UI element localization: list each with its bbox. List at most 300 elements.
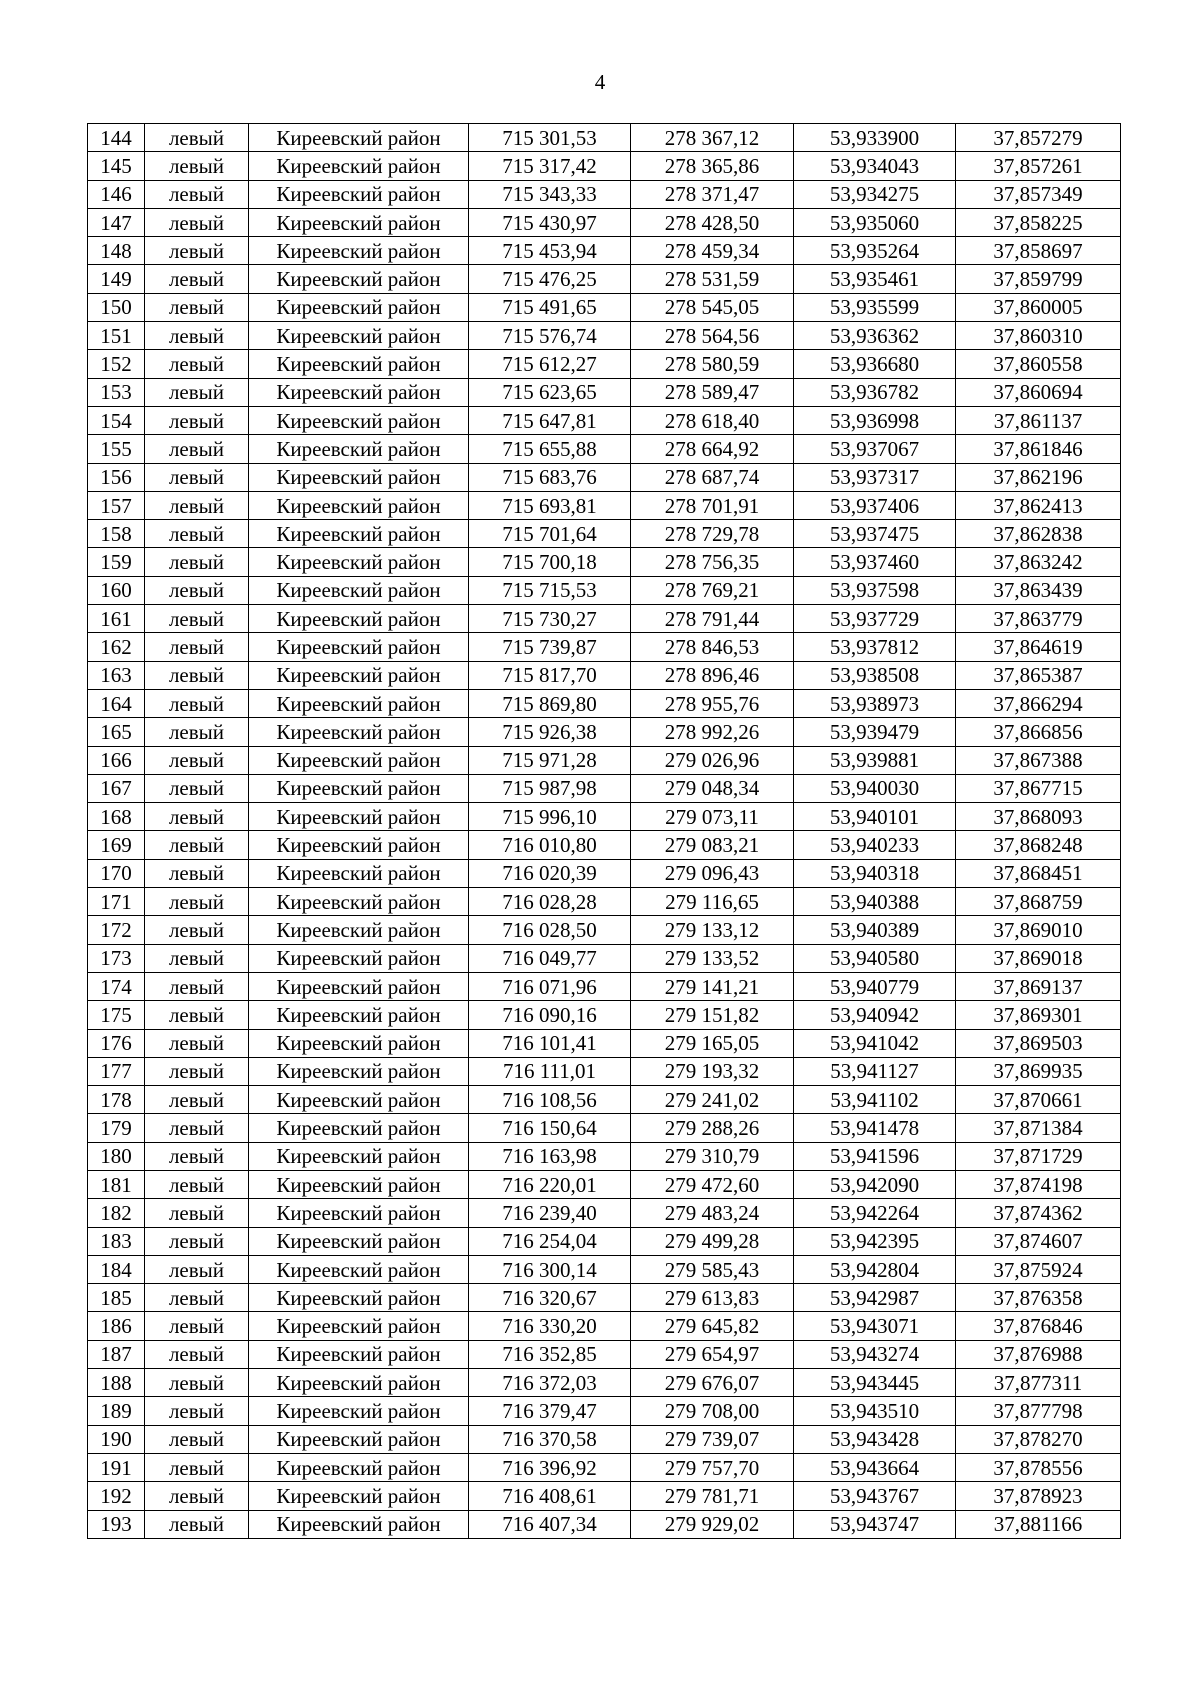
point-number-cell: 159: [88, 548, 145, 576]
y-coordinate-cell: 279 151,82: [631, 1001, 794, 1029]
table-row: [88, 605, 1121, 633]
bank-side-cell: левый: [145, 859, 249, 887]
point-number-cell: 191: [88, 1453, 145, 1481]
table-row: [88, 322, 1121, 350]
x-coordinate-cell: 715 701,64: [469, 520, 631, 548]
x-coordinate-cell: 716 049,77: [469, 944, 631, 972]
point-number-cell: 156: [88, 463, 145, 491]
latitude-cell: 53,942090: [794, 1170, 956, 1198]
table-row: [88, 944, 1121, 972]
longitude-cell: 37,869935: [956, 1057, 1121, 1085]
bank-side-cell: левый: [145, 633, 249, 661]
bank-side-cell: левый: [145, 1453, 249, 1481]
bank-side-cell: левый: [145, 463, 249, 491]
table-row: [88, 1170, 1121, 1198]
point-number-cell: 160: [88, 576, 145, 604]
table-row: [88, 124, 1121, 152]
point-number-cell: 192: [88, 1482, 145, 1510]
point-number-cell: 166: [88, 746, 145, 774]
district-cell: Киреевский район: [249, 406, 469, 434]
point-number-cell: 193: [88, 1510, 145, 1538]
y-coordinate-cell: 279 472,60: [631, 1170, 794, 1198]
point-number-cell: 163: [88, 661, 145, 689]
latitude-cell: 53,943274: [794, 1340, 956, 1368]
y-coordinate-cell: 278 955,76: [631, 689, 794, 717]
table-row: [88, 803, 1121, 831]
y-coordinate-cell: 279 613,83: [631, 1284, 794, 1312]
bank-side-cell: левый: [145, 1170, 249, 1198]
latitude-cell: 53,937067: [794, 435, 956, 463]
point-number-cell: 144: [88, 124, 145, 152]
district-cell: Киреевский район: [249, 859, 469, 887]
point-number-cell: 178: [88, 1086, 145, 1114]
bank-side-cell: левый: [145, 576, 249, 604]
x-coordinate-cell: 716 239,40: [469, 1199, 631, 1227]
point-number-cell: 184: [88, 1255, 145, 1283]
longitude-cell: 37,863242: [956, 548, 1121, 576]
table-row: [88, 1453, 1121, 1481]
x-coordinate-cell: 715 612,27: [469, 350, 631, 378]
longitude-cell: 37,869010: [956, 916, 1121, 944]
x-coordinate-cell: 715 655,88: [469, 435, 631, 463]
point-number-cell: 146: [88, 180, 145, 208]
bank-side-cell: левый: [145, 180, 249, 208]
x-coordinate-cell: 716 108,56: [469, 1086, 631, 1114]
latitude-cell: 53,936362: [794, 322, 956, 350]
latitude-cell: 53,942264: [794, 1199, 956, 1227]
y-coordinate-cell: 278 589,47: [631, 378, 794, 406]
latitude-cell: 53,941478: [794, 1114, 956, 1142]
district-cell: Киреевский район: [249, 1001, 469, 1029]
y-coordinate-cell: 279 645,82: [631, 1312, 794, 1340]
latitude-cell: 53,937406: [794, 491, 956, 519]
district-cell: Киреевский район: [249, 746, 469, 774]
longitude-cell: 37,869137: [956, 972, 1121, 1000]
x-coordinate-cell: 716 028,50: [469, 916, 631, 944]
table-row: [88, 378, 1121, 406]
table-row: [88, 1312, 1121, 1340]
latitude-cell: 53,939479: [794, 718, 956, 746]
longitude-cell: 37,878270: [956, 1425, 1121, 1453]
latitude-cell: 53,942804: [794, 1255, 956, 1283]
bank-side-cell: левый: [145, 689, 249, 717]
x-coordinate-cell: 715 623,65: [469, 378, 631, 406]
table-row: [88, 1057, 1121, 1085]
x-coordinate-cell: 715 730,27: [469, 605, 631, 633]
x-coordinate-cell: 715 926,38: [469, 718, 631, 746]
longitude-cell: 37,858697: [956, 237, 1121, 265]
bank-side-cell: левый: [145, 406, 249, 434]
point-number-cell: 183: [88, 1227, 145, 1255]
latitude-cell: 53,935060: [794, 208, 956, 236]
latitude-cell: 53,943664: [794, 1453, 956, 1481]
district-cell: Киреевский район: [249, 124, 469, 152]
latitude-cell: 53,940388: [794, 888, 956, 916]
point-number-cell: 182: [88, 1199, 145, 1227]
bank-side-cell: левый: [145, 237, 249, 265]
bank-side-cell: левый: [145, 944, 249, 972]
longitude-cell: 37,863779: [956, 605, 1121, 633]
bank-side-cell: левый: [145, 208, 249, 236]
latitude-cell: 53,940101: [794, 803, 956, 831]
table-row: [88, 831, 1121, 859]
longitude-cell: 37,868451: [956, 859, 1121, 887]
table-row: [88, 1425, 1121, 1453]
district-cell: Киреевский район: [249, 1057, 469, 1085]
district-cell: Киреевский район: [249, 972, 469, 1000]
longitude-cell: 37,857349: [956, 180, 1121, 208]
bank-side-cell: левый: [145, 1312, 249, 1340]
latitude-cell: 53,937729: [794, 605, 956, 633]
district-cell: Киреевский район: [249, 1425, 469, 1453]
table-row: [88, 1340, 1121, 1368]
y-coordinate-cell: 279 781,71: [631, 1482, 794, 1510]
table-row: [88, 1142, 1121, 1170]
point-number-cell: 168: [88, 803, 145, 831]
bank-side-cell: левый: [145, 435, 249, 463]
latitude-cell: 53,943428: [794, 1425, 956, 1453]
table-row: [88, 1397, 1121, 1425]
point-number-cell: 169: [88, 831, 145, 859]
bank-side-cell: левый: [145, 1510, 249, 1538]
x-coordinate-cell: 716 379,47: [469, 1397, 631, 1425]
longitude-cell: 37,862838: [956, 520, 1121, 548]
table-row: [88, 208, 1121, 236]
point-number-cell: 157: [88, 491, 145, 519]
y-coordinate-cell: 278 992,26: [631, 718, 794, 746]
x-coordinate-cell: 716 101,41: [469, 1029, 631, 1057]
district-cell: Киреевский район: [249, 689, 469, 717]
x-coordinate-cell: 715 987,98: [469, 774, 631, 802]
table-row: [88, 576, 1121, 604]
longitude-cell: 37,865387: [956, 661, 1121, 689]
point-number-cell: 177: [88, 1057, 145, 1085]
x-coordinate-cell: 715 715,53: [469, 576, 631, 604]
y-coordinate-cell: 279 654,97: [631, 1340, 794, 1368]
latitude-cell: 53,941127: [794, 1057, 956, 1085]
table-row: [88, 237, 1121, 265]
longitude-cell: 37,861846: [956, 435, 1121, 463]
longitude-cell: 37,871729: [956, 1142, 1121, 1170]
y-coordinate-cell: 278 580,59: [631, 350, 794, 378]
point-number-cell: 161: [88, 605, 145, 633]
longitude-cell: 37,868093: [956, 803, 1121, 831]
point-number-cell: 185: [88, 1284, 145, 1312]
table-row: [88, 152, 1121, 180]
district-cell: Киреевский район: [249, 208, 469, 236]
bank-side-cell: левый: [145, 1227, 249, 1255]
y-coordinate-cell: 279 193,32: [631, 1057, 794, 1085]
district-cell: Киреевский район: [249, 180, 469, 208]
longitude-cell: 37,860694: [956, 378, 1121, 406]
x-coordinate-cell: 715 817,70: [469, 661, 631, 689]
bank-side-cell: левый: [145, 1142, 249, 1170]
district-cell: Киреевский район: [249, 435, 469, 463]
table-row: [88, 1227, 1121, 1255]
latitude-cell: 53,943445: [794, 1369, 956, 1397]
page-number: 4: [594, 70, 606, 94]
district-cell: Киреевский район: [249, 831, 469, 859]
table-row: [88, 406, 1121, 434]
district-cell: Киреевский район: [249, 774, 469, 802]
latitude-cell: 53,935461: [794, 265, 956, 293]
longitude-cell: 37,866294: [956, 689, 1121, 717]
y-coordinate-cell: 278 896,46: [631, 661, 794, 689]
bank-side-cell: левый: [145, 124, 249, 152]
x-coordinate-cell: 716 010,80: [469, 831, 631, 859]
latitude-cell: 53,940318: [794, 859, 956, 887]
district-cell: Киреевский район: [249, 491, 469, 519]
longitude-cell: 37,857261: [956, 152, 1121, 180]
point-number-cell: 173: [88, 944, 145, 972]
x-coordinate-cell: 716 254,04: [469, 1227, 631, 1255]
latitude-cell: 53,941596: [794, 1142, 956, 1170]
longitude-cell: 37,860005: [956, 293, 1121, 321]
latitude-cell: 53,940233: [794, 831, 956, 859]
table-row: [88, 1255, 1121, 1283]
bank-side-cell: левый: [145, 152, 249, 180]
x-coordinate-cell: 716 330,20: [469, 1312, 631, 1340]
y-coordinate-cell: 278 846,53: [631, 633, 794, 661]
x-coordinate-cell: 716 370,58: [469, 1425, 631, 1453]
point-number-cell: 190: [88, 1425, 145, 1453]
x-coordinate-cell: 716 111,01: [469, 1057, 631, 1085]
latitude-cell: 53,936782: [794, 378, 956, 406]
district-cell: Киреевский район: [249, 803, 469, 831]
x-coordinate-cell: 716 408,61: [469, 1482, 631, 1510]
bank-side-cell: левый: [145, 605, 249, 633]
point-number-cell: 179: [88, 1114, 145, 1142]
y-coordinate-cell: 279 096,43: [631, 859, 794, 887]
table-row: [88, 633, 1121, 661]
point-number-cell: 148: [88, 237, 145, 265]
longitude-cell: 37,862413: [956, 491, 1121, 519]
point-number-cell: 153: [88, 378, 145, 406]
longitude-cell: 37,860558: [956, 350, 1121, 378]
bank-side-cell: левый: [145, 1057, 249, 1085]
x-coordinate-cell: 716 372,03: [469, 1369, 631, 1397]
latitude-cell: 53,940779: [794, 972, 956, 1000]
x-coordinate-cell: 715 739,87: [469, 633, 631, 661]
x-coordinate-cell: 715 491,65: [469, 293, 631, 321]
table-row: [88, 1086, 1121, 1114]
point-number-cell: 145: [88, 152, 145, 180]
y-coordinate-cell: 279 757,70: [631, 1453, 794, 1481]
y-coordinate-cell: 279 026,96: [631, 746, 794, 774]
latitude-cell: 53,943767: [794, 1482, 956, 1510]
district-cell: Киреевский район: [249, 265, 469, 293]
y-coordinate-cell: 278 531,59: [631, 265, 794, 293]
district-cell: Киреевский район: [249, 916, 469, 944]
y-coordinate-cell: 279 310,79: [631, 1142, 794, 1170]
y-coordinate-cell: 278 729,78: [631, 520, 794, 548]
bank-side-cell: левый: [145, 831, 249, 859]
bank-side-cell: левый: [145, 1086, 249, 1114]
point-number-cell: 158: [88, 520, 145, 548]
district-cell: Киреевский район: [249, 1482, 469, 1510]
point-number-cell: 162: [88, 633, 145, 661]
longitude-cell: 37,876846: [956, 1312, 1121, 1340]
point-number-cell: 186: [88, 1312, 145, 1340]
y-coordinate-cell: 278 664,92: [631, 435, 794, 463]
latitude-cell: 53,937812: [794, 633, 956, 661]
district-cell: Киреевский район: [249, 1255, 469, 1283]
point-number-cell: 152: [88, 350, 145, 378]
longitude-cell: 37,864619: [956, 633, 1121, 661]
table-row: [88, 435, 1121, 463]
x-coordinate-cell: 715 683,76: [469, 463, 631, 491]
bank-side-cell: левый: [145, 322, 249, 350]
district-cell: Киреевский район: [249, 944, 469, 972]
latitude-cell: 53,936998: [794, 406, 956, 434]
y-coordinate-cell: 279 241,02: [631, 1086, 794, 1114]
longitude-cell: 37,869301: [956, 1001, 1121, 1029]
bank-side-cell: левый: [145, 1369, 249, 1397]
point-number-cell: 164: [88, 689, 145, 717]
district-cell: Киреевский район: [249, 661, 469, 689]
latitude-cell: 53,938508: [794, 661, 956, 689]
y-coordinate-cell: 279 048,34: [631, 774, 794, 802]
table-body: [88, 124, 1121, 1539]
x-coordinate-cell: 716 407,34: [469, 1510, 631, 1538]
table-row: [88, 180, 1121, 208]
latitude-cell: 53,941042: [794, 1029, 956, 1057]
point-number-cell: 167: [88, 774, 145, 802]
bank-side-cell: левый: [145, 1425, 249, 1453]
y-coordinate-cell: 279 073,11: [631, 803, 794, 831]
table-row: [88, 1510, 1121, 1538]
bank-side-cell: левый: [145, 265, 249, 293]
bank-side-cell: левый: [145, 548, 249, 576]
y-coordinate-cell: 278 367,12: [631, 124, 794, 152]
table-row: [88, 1284, 1121, 1312]
district-cell: Киреевский район: [249, 1199, 469, 1227]
latitude-cell: 53,940389: [794, 916, 956, 944]
bank-side-cell: левый: [145, 1482, 249, 1510]
x-coordinate-cell: 715 869,80: [469, 689, 631, 717]
longitude-cell: 37,863439: [956, 576, 1121, 604]
district-cell: Киреевский район: [249, 548, 469, 576]
point-number-cell: 176: [88, 1029, 145, 1057]
bank-side-cell: левый: [145, 1199, 249, 1227]
y-coordinate-cell: 278 365,86: [631, 152, 794, 180]
x-coordinate-cell: 715 453,94: [469, 237, 631, 265]
district-cell: Киреевский район: [249, 1369, 469, 1397]
point-number-cell: 172: [88, 916, 145, 944]
table-row: [88, 350, 1121, 378]
longitude-cell: 37,874362: [956, 1199, 1121, 1227]
bank-side-cell: левый: [145, 378, 249, 406]
district-cell: Киреевский район: [249, 1397, 469, 1425]
latitude-cell: 53,943510: [794, 1397, 956, 1425]
longitude-cell: 37,859799: [956, 265, 1121, 293]
bank-side-cell: левый: [145, 746, 249, 774]
y-coordinate-cell: 278 791,44: [631, 605, 794, 633]
y-coordinate-cell: 279 676,07: [631, 1369, 794, 1397]
longitude-cell: 37,858225: [956, 208, 1121, 236]
bank-side-cell: левый: [145, 293, 249, 321]
bank-side-cell: левый: [145, 916, 249, 944]
bank-side-cell: левый: [145, 803, 249, 831]
table-row: [88, 548, 1121, 576]
bank-side-cell: левый: [145, 888, 249, 916]
point-number-cell: 189: [88, 1397, 145, 1425]
longitude-cell: 37,878923: [956, 1482, 1121, 1510]
latitude-cell: 53,934043: [794, 152, 956, 180]
bank-side-cell: левый: [145, 774, 249, 802]
longitude-cell: 37,857279: [956, 124, 1121, 152]
x-coordinate-cell: 715 700,18: [469, 548, 631, 576]
bank-side-cell: левый: [145, 1114, 249, 1142]
district-cell: Киреевский район: [249, 1453, 469, 1481]
table-row: [88, 1482, 1121, 1510]
x-coordinate-cell: 715 576,74: [469, 322, 631, 350]
x-coordinate-cell: 716 090,16: [469, 1001, 631, 1029]
longitude-cell: 37,861137: [956, 406, 1121, 434]
y-coordinate-cell: 279 165,05: [631, 1029, 794, 1057]
longitude-cell: 37,874198: [956, 1170, 1121, 1198]
longitude-cell: 37,867388: [956, 746, 1121, 774]
point-number-cell: 165: [88, 718, 145, 746]
x-coordinate-cell: 715 693,81: [469, 491, 631, 519]
table-row: [88, 293, 1121, 321]
longitude-cell: 37,877798: [956, 1397, 1121, 1425]
bank-side-cell: левый: [145, 1284, 249, 1312]
y-coordinate-cell: 279 133,52: [631, 944, 794, 972]
x-coordinate-cell: 715 971,28: [469, 746, 631, 774]
table-row: [88, 1369, 1121, 1397]
longitude-cell: 37,874607: [956, 1227, 1121, 1255]
point-number-cell: 180: [88, 1142, 145, 1170]
table-row: [88, 265, 1121, 293]
y-coordinate-cell: 278 459,34: [631, 237, 794, 265]
latitude-cell: 53,937598: [794, 576, 956, 604]
x-coordinate-cell: 715 996,10: [469, 803, 631, 831]
y-coordinate-cell: 279 929,02: [631, 1510, 794, 1538]
y-coordinate-cell: 279 708,00: [631, 1397, 794, 1425]
table-row: [88, 972, 1121, 1000]
district-cell: Киреевский район: [249, 1312, 469, 1340]
x-coordinate-cell: 715 647,81: [469, 406, 631, 434]
table-row: [88, 888, 1121, 916]
bank-side-cell: левый: [145, 1255, 249, 1283]
x-coordinate-cell: 716 020,39: [469, 859, 631, 887]
longitude-cell: 37,881166: [956, 1510, 1121, 1538]
point-number-cell: 151: [88, 322, 145, 350]
point-number-cell: 154: [88, 406, 145, 434]
table-row: [88, 774, 1121, 802]
point-number-cell: 187: [88, 1340, 145, 1368]
point-number-cell: 181: [88, 1170, 145, 1198]
x-coordinate-cell: 716 150,64: [469, 1114, 631, 1142]
district-cell: Киреевский район: [249, 1114, 469, 1142]
x-coordinate-cell: 716 220,01: [469, 1170, 631, 1198]
longitude-cell: 37,868248: [956, 831, 1121, 859]
longitude-cell: 37,869503: [956, 1029, 1121, 1057]
y-coordinate-cell: 279 499,28: [631, 1227, 794, 1255]
table-row: [88, 463, 1121, 491]
latitude-cell: 53,941102: [794, 1086, 956, 1114]
table-row: [88, 1199, 1121, 1227]
longitude-cell: 37,860310: [956, 322, 1121, 350]
y-coordinate-cell: 279 739,07: [631, 1425, 794, 1453]
district-cell: Киреевский район: [249, 152, 469, 180]
x-coordinate-cell: 716 352,85: [469, 1340, 631, 1368]
x-coordinate-cell: 716 163,98: [469, 1142, 631, 1170]
longitude-cell: 37,869018: [956, 944, 1121, 972]
latitude-cell: 53,939881: [794, 746, 956, 774]
bank-side-cell: левый: [145, 350, 249, 378]
